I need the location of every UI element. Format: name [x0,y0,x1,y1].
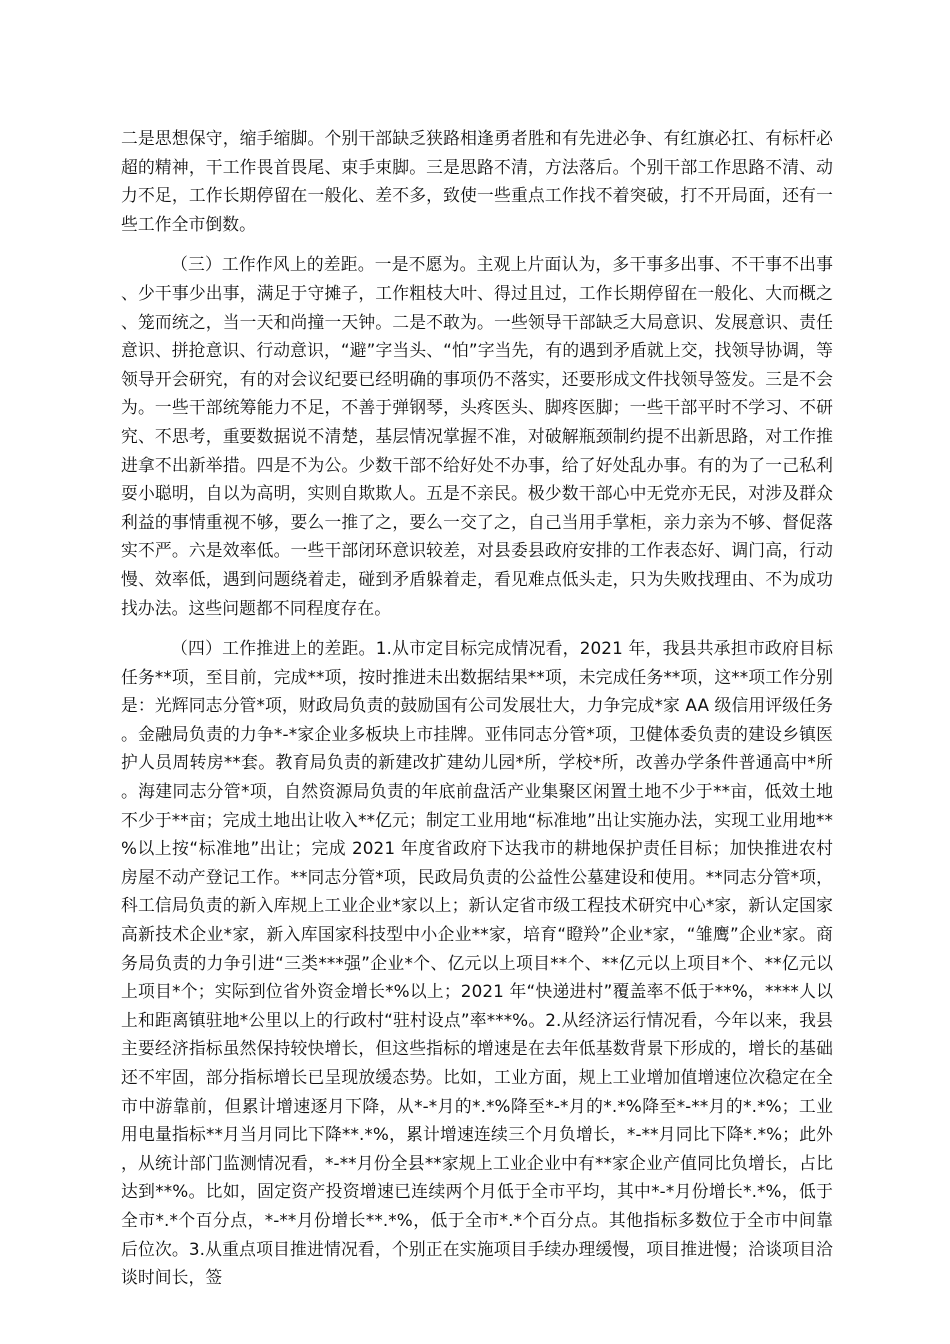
paragraph-work-style-gap: （三）工作作风上的差距。一是不愿为。主观上片面认为，多干事多出事、不干事不出事、少干事少出事，满足于守摊子，工作粗枝大叶、得过且过，工作长期停留在一般化、大而概之、笼而统之，当一天和尚撞一天钟。二是不敢为。一些领导干部缺乏大局意识、发展意识、责任意识、拼抢意识、行动意识，“避”字当头、“怕”字当先，有的遇到矛盾就上交，找领导协调，等领导开会研究，有的对会议纪要已经明确的事项仍不落实，还要形成文件找领导签发。三是不会为。一些干部统筹能力不足，不善于弹钢琴，头疼医头、脚疼医脚；一些干部平时不学习、不研究、不思考，重要数据说不清楚，基层情况掌握不准，对破解瓶颈制约提不出新思路，对工作推进拿不出新举措。四是不为公。少数干部不给好处不办事，给了好处乱办事。有的为了一己私利耍小聪明，自以为高明，实则自欺欺人。五是不亲民。极少数干部心中无党亦无民，对涉及群众利益的事情重视不够，要么一推了之，要么一交了之，自己当用手掌柜，亲力亲为不够、督促落实不严。六是效率低。一些干部闭环意识较差，对县委县政府安排的工作表态好、调门高，行动慢、效率低，遇到问题绕着走，碰到矛盾躲着走，看见难点低头走，只为失败找理由、不为成功找办法。这些问题都不同程度存在。 [121,254,833,618]
document-body [121,124,833,1304]
paragraph-work-progress-gap: （四）工作推进上的差距。1.从市定目标完成情况看，2021 年，我县共承担市政府目标任务**项，至目前，完成**项，按时推进未出数据结果**项，未完成任务**项，这**项工作分别是：光辉同志分管*项，财政局负责的鼓励国有公司发展壮大，力争完成*家 AA 级信用评级任务。金融局负责的力争*-*家企业多板块上市挂牌。亚伟同志分管*项，卫健体委负责的建设乡镇医护人员周转房**套。教育局负责的新建改扩建幼儿园*所，学校*所，改善办学条件普通高中*所。海建同志分管*项，自然资源局负责的年底前盘活产业集聚区闲置土地不少于**亩，低效土地不少于**亩；完成土地出让收入**亿元；制定工业用地“标准地”出让实施办法，实现工业用地**%以上按“标准地”出让；完成 2021 年度省政府下达我市的耕地保护责任目标；加快推进农村房屋不动产登记工作。**同志分管*项，民政局负责的公益性公墓建设和使用。**同志分管*项，科工信局负责的新入库规上工业企业*家以上；新认定省市级工程技术研究中心*家，新认定国家高新技术企业*家，新入库国家科技型中小企业**家，培育“瞪羚”企业*家，“雏鹰”企业*家。商务局负责的力争引进“三类***强”企业*个、亿元以上项目**个、**亿元以上项目*个、**亿元以上项目*个；实际到位省外资金增长*%以上；2021 年“快递进村”覆盖率不低于**%，****人以上和距离镇驻地*公里以上的行政村“驻村设点”率***%。2.从经济运行情况看，今年以来，我县主要经济指标虽然保持较快增长，但这些指标的增速是在去年低基数背景下形成的，增长的基础还不牢固，部分指标增长已呈现放缓态势。比如，工业方面，规上工业增加值增速位次稳定在全市中游靠前，但累计增速逐月下降，从*-*月的*.*%降至*-*月的*.*%降至*-**月的*.*%；工业用电量指标**月当月同比下降**.*%，累计增速连续三个月负增长，*-**月同比下降*.*%；此外，从统计部门监测情况看，*-**月份全县**家规上工业企业中有**家企业产值同比负增长，占比达到**%。比如，固定资产投资增速已连续两个月低于全市平均，其中*-*月份增长*.*%，低于全市*.*个百分点，*-**月份增长**.*%，低于全市*.*个百分点。其他指标多数位于全市中间靠后位次。3.从重点项目推进情况看，个别正在实施项目手续办理缓慢，项目推进慢；洽谈项目洽谈时间长，签 [121,638,833,1288]
paragraph-thinking-conservative: 二是思想保守，缩手缩脚。个别干部缺乏狭路相逢勇者胜和有先进必争、有红旗必扛、有标杆必超的精神，干工作畏首畏尾、束手束脚。三是思路不清，方法落后。个别干部工作思路不清、动力不足，工作长期停留在一般化、差不多，致使一些重点工作找不着突破，打不开局面，还有一些工作全市倒数。 [121,128,833,234]
